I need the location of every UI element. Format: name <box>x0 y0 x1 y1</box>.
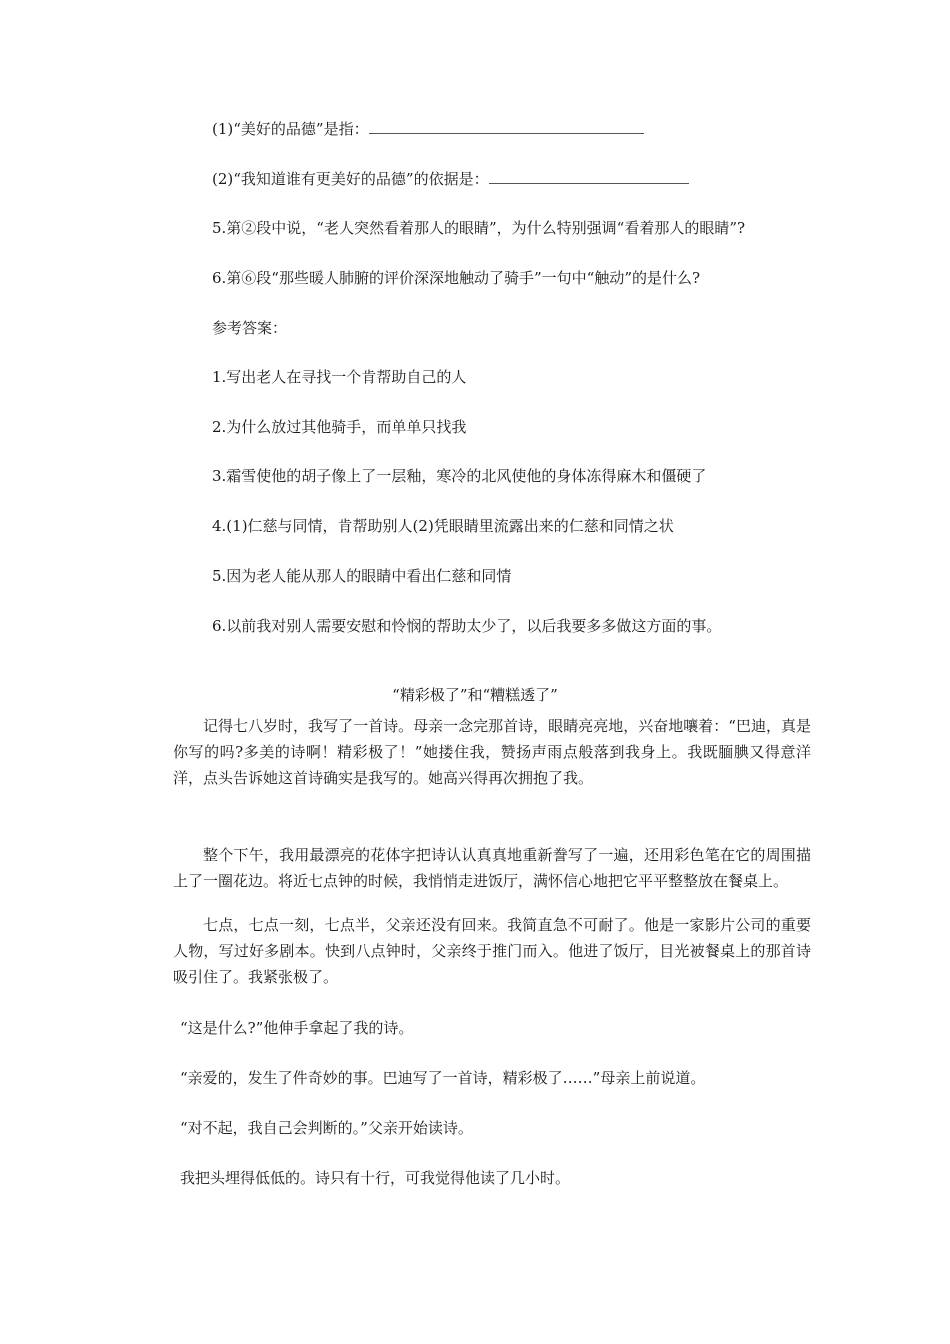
question-4-1-text: (1)“美好的品德”是指： <box>212 120 369 138</box>
answer-item-3: 3.霜雪使他的胡子像上了一层釉，寒冷的北风使他的身体冻得麻木和僵硬了 <box>212 467 707 485</box>
question-4-2-text: (2)“我知道谁有更美好的品德”的依据是： <box>212 170 489 188</box>
answer-item-5: 5.因为老人能从那人的眼睛中看出仁慈和同情 <box>212 567 512 585</box>
answer-blank-4-1 <box>369 119 644 134</box>
article-paragraph-6: “对不起，我自己会判断的。”父亲开始读诗。 <box>180 1119 473 1137</box>
answer-item-4: 4.(1)仁慈与同情，肯帮助别人(2)凭眼睛里流露出来的仁慈和同情之状 <box>212 517 674 535</box>
question-4-1 <box>212 119 644 139</box>
question-6: 6.第⑥段“那些暖人肺腑的评价深深地触动了骑手”一句中“触动”的是什么? <box>212 269 701 287</box>
question-4-2 <box>212 169 689 189</box>
article-paragraph-5: “亲爱的，发生了件奇妙的事。巴迪写了一首诗，精彩极了……”母亲上前说道。 <box>180 1069 706 1087</box>
article-title: “精彩极了”和“糟糕透了” <box>392 686 558 704</box>
answer-item-6: 6.以前我对别人需要安慰和怜悯的帮助太少了，以后我要多多做这方面的事。 <box>212 617 722 635</box>
article-paragraph-1: 记得七八岁时，我写了一首诗。母亲一念完那首诗，眼睛亮亮地，兴奋地嚷着：“巴迪，真是你写的吗?多美的诗啊！精彩极了！”她搂住我，赞扬声雨点般落到我身上。我既腼腆又得意洋洋，点头告诉她这首诗确实是我写的。她高兴得再次拥抱了我。 <box>173 717 811 787</box>
article-paragraph-4: “这是什么?”他伸手拿起了我的诗。 <box>180 1019 414 1037</box>
article-paragraph-2: 整个下午，我用最漂亮的花体字把诗认认真真地重新誊写了一遍，还用彩色笔在它的周围描上了一圈花边。将近七点钟的时候，我悄悄走进饭厅，满怀信心地把它平平整整放在餐桌上。 <box>173 846 811 890</box>
answers-heading: 参考答案： <box>212 319 288 337</box>
article-paragraph-3: 七点，七点一刻，七点半，父亲还没有回来。我简直急不可耐了。他是一家影片公司的重要人物，写过好多剧本。快到八点钟时，父亲终于推门而入。他进了饭厅，目光被餐桌上的那首诗吸引住了。我紧张极了。 <box>173 916 811 986</box>
article-paragraph-7: 我把头埋得低低的。诗只有十行，可我觉得他读了几小时。 <box>180 1169 571 1187</box>
question-5: 5.第②段中说，“老人突然看着那人的眼睛”，为什么特别强调“看着那人的眼睛”? <box>212 219 746 237</box>
answer-item-2: 2.为什么放过其他骑手，而单单只找我 <box>212 418 467 436</box>
answer-item-1: 1.写出老人在寻找一个肯帮助自己的人 <box>212 368 467 386</box>
answer-blank-4-2 <box>489 169 689 184</box>
